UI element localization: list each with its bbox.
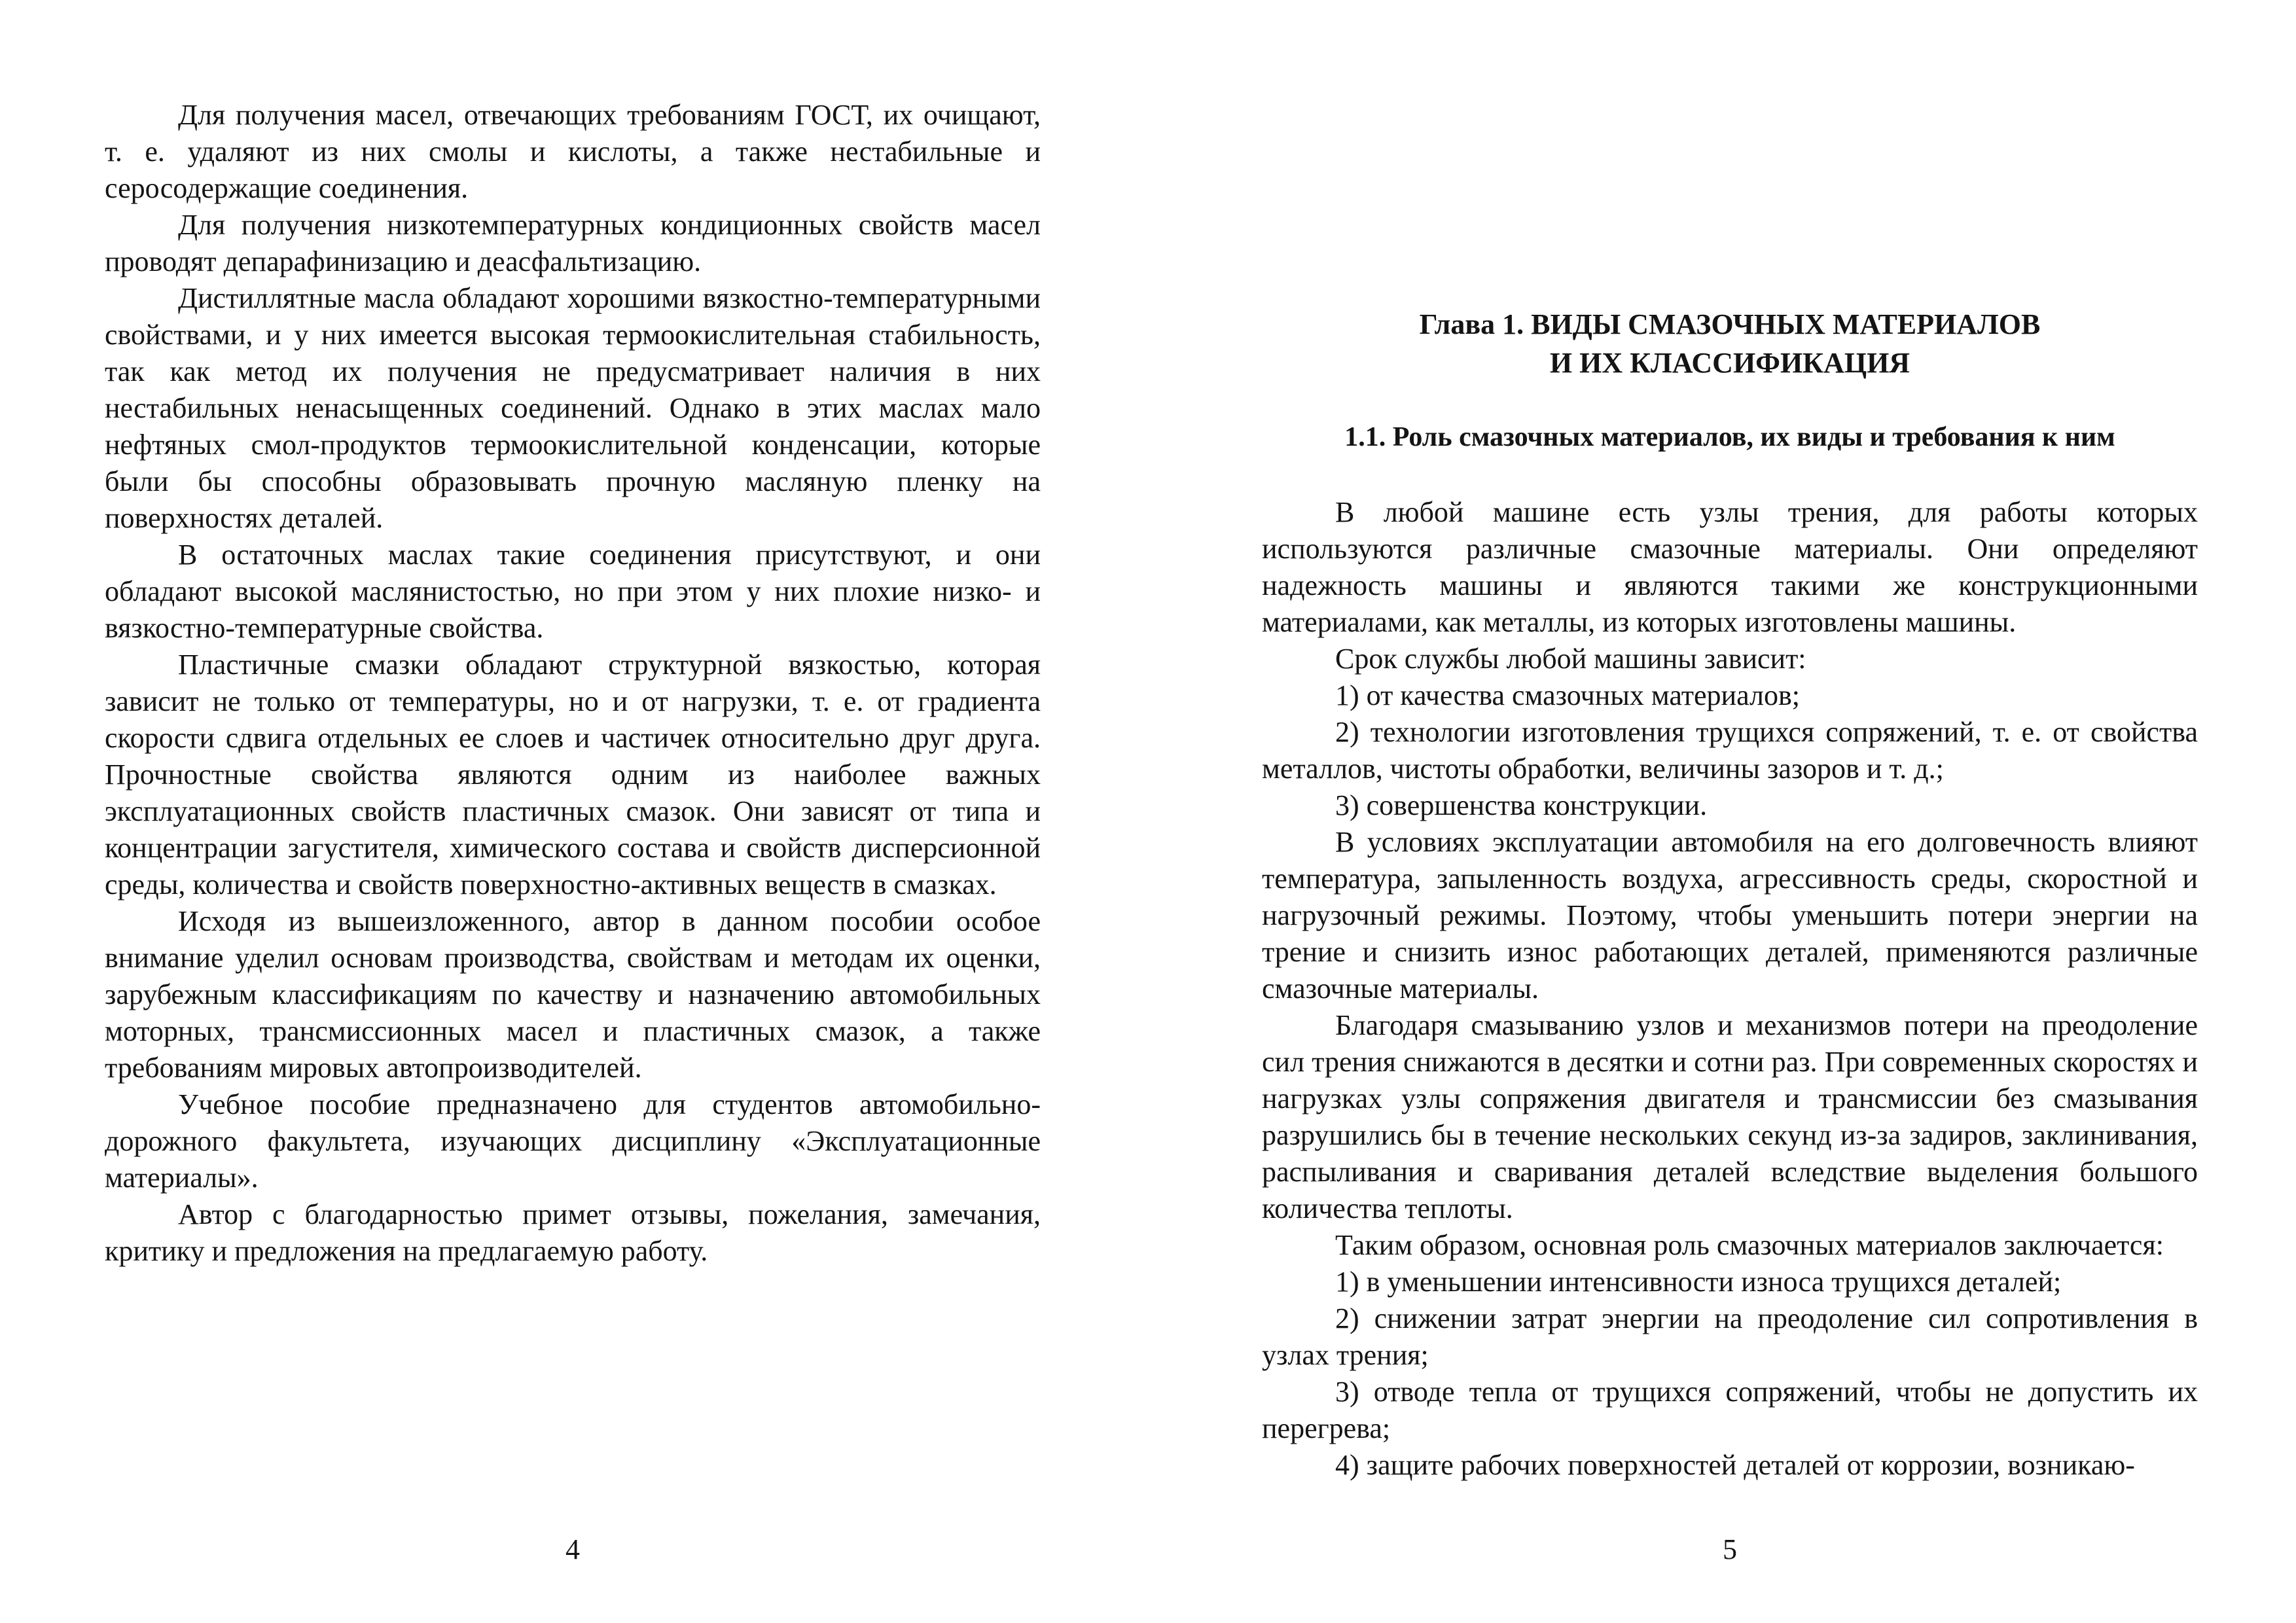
left-page-text xyxy=(105,97,1041,1270)
list-item: 4) защите рабочих поверхностей деталей от коррозии, возникаю- xyxy=(1335,1449,2135,1481)
left-page xyxy=(105,0,1041,1623)
paragraph: Для получения низкотемпературных кондиционных свойств масел проводят депарафинизацию и деасфальтизацию. xyxy=(105,209,1041,277)
paragraph: Дистиллятные масла обладают хорошими вязкостно-температурными свойствами, и у них имеется высокая термоокислительная стабильность, так как метод их получения не предусматривает наличия в них нестабильных ненасыщенных соединений. Однако в этих маслах мало нефтяных смол-продуктов термоокислительной конденсации, которые были бы способны образовывать прочную масляную пленку на поверхностях деталей. xyxy=(105,282,1041,534)
chapter-title xyxy=(1262,305,2198,382)
page-number-left: 4 xyxy=(565,1533,580,1565)
paragraph: Автор с благодарностью примет отзывы, пожелания, замечания, критику и предложения на предлагаемую работу. xyxy=(105,1198,1041,1267)
list-item: 2) технологии изготовления трущихся сопряжений, т. е. от свойства металлов, чистоты обработки, величины зазоров и т. д.; xyxy=(1262,716,2198,785)
paragraph: Для получения масел, отвечающих требованиям ГОСТ, их очищают, т. е. удаляют из них смолы и кислоты, а также нестабильные и серосодержащие соединения. xyxy=(105,99,1041,204)
list-item: 2) снижении затрат энергии на преодоление сил сопротивления в узлах трения; xyxy=(1262,1302,2198,1371)
list-item: 1) в уменьшении интенсивности износа трущихся деталей; xyxy=(1335,1266,2062,1298)
chapter-title-line-1: Глава 1. ВИДЫ СМАЗОЧНЫХ МАТЕРИАЛОВ xyxy=(1419,308,2041,340)
paragraph: В условиях эксплуатации автомобиля на его долговечность влияют температура, запыленность воздуха, агрессивность среды, скоростной и нагрузочный режимы. Поэтому, чтобы уменьшить потери энергии на трение и снизить износ работающих деталей, применяются различные смазочные материалы. xyxy=(1262,826,2198,1005)
paragraph: Учебное пособие предназначено для студентов автомобильно-дорожного факультета, изучающих дисциплину «Эксплуатационные материалы». xyxy=(105,1088,1041,1194)
paragraph: В остаточных маслах такие соединения присутствуют, и они обладают высокой маслянистостью, но при этом у них плохие низко- и вязкостно-температурные свойства. xyxy=(105,539,1041,644)
right-page xyxy=(1262,0,2198,1623)
chapter-title-line-2: И ИХ КЛАССИФИКАЦИЯ xyxy=(1549,347,1910,379)
list-item: 3) совершенства конструкции. xyxy=(1335,789,1708,821)
right-page-text xyxy=(1262,494,2198,1484)
paragraph: В любой машине есть узлы трения, для работы которых используются различные смазочные материалы. Они определяют надежность машины и являются такими же конструкционными материалами, как металлы, из которых изготовлены машины. xyxy=(1262,496,2198,638)
paragraph: Благодаря смазыванию узлов и механизмов потери на преодоление сил трения снижаются в десятки и сотни раз. При современных скоростях и нагрузках узлы сопряжения двигателя и трансмиссии без смазывания разрушились бы в течение нескольких секунд из-за задиров, заклинивания, распыливания и сваривания деталей вследствие выделения большого количества теплоты. xyxy=(1262,1009,2198,1224)
page-number-right: 5 xyxy=(1723,1533,1737,1565)
list-item: 3) отводе тепла от трущихся сопряжений, чтобы не допустить их перегрева; xyxy=(1262,1376,2198,1444)
paragraph: Таким образом, основная роль смазочных материалов заключается: xyxy=(1335,1229,2164,1261)
paragraph: Исходя из вышеизложенного, автор в данном пособии особое внимание уделил основам производства, свойствам и методам их оценки, зарубежным классификациям по качеству и назначению автомобильных моторных, трансмиссионных масел и пластичных смазок, а также требованиям мировых автопроизводителей. xyxy=(105,905,1041,1084)
list-item: 1) от качества смазочных материалов; xyxy=(1335,679,1800,711)
paragraph: Срок службы любой машины зависит: xyxy=(1335,643,1806,675)
section-title: 1.1. Роль смазочных материалов, их виды и требования к ним xyxy=(1344,422,2115,452)
paragraph: Пластичные смазки обладают структурной вязкостью, которая зависит не только от температуры, но и от нагрузки, т. е. от градиента скорости сдвига отдельных ее слоев и частичек относительно друг друга. Прочностные свойства являются одним из наиболее важных эксплуатационных свойств пластичных смазок. Они зависят от типа и концентрации загустителя, химического состава и свойств дисперсионной среды, количества и свойств поверхностно-активных веществ в смазках. xyxy=(105,649,1041,901)
